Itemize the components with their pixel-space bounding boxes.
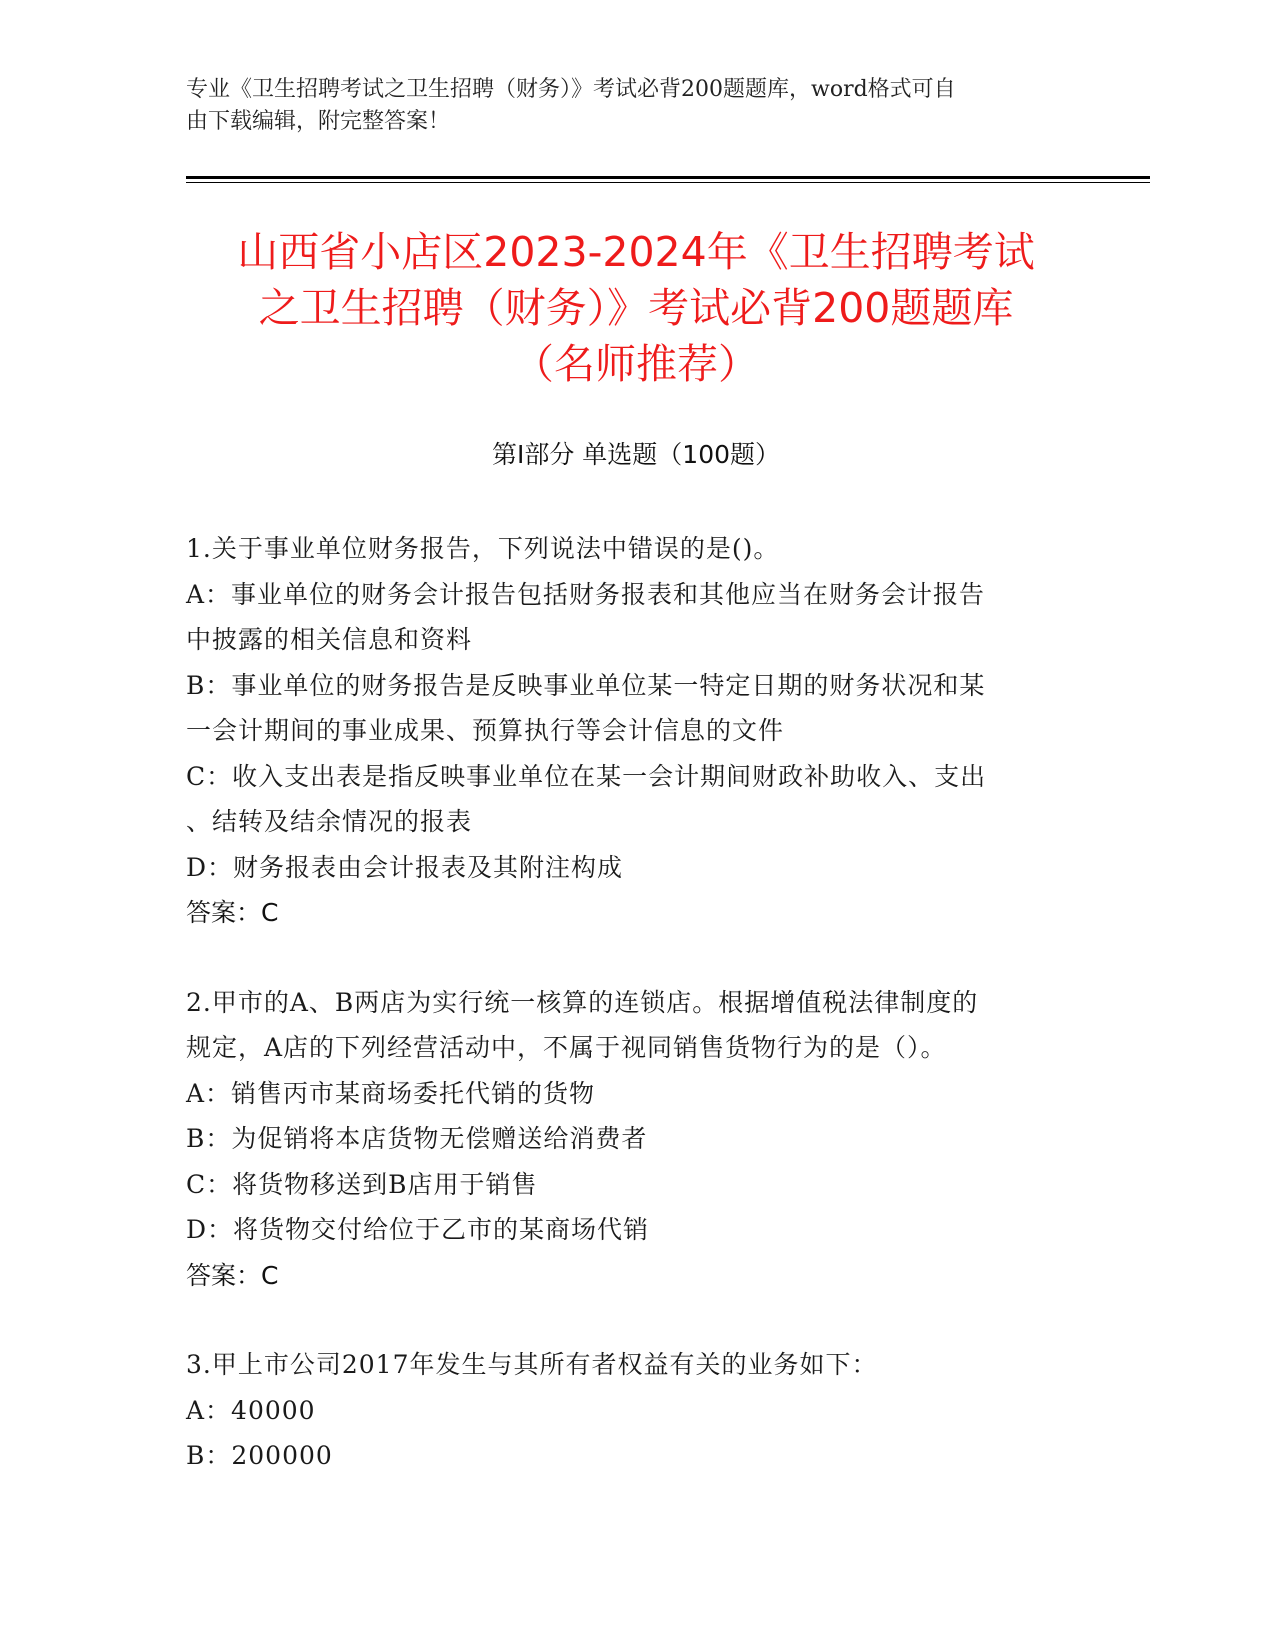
- header-note: [186, 74, 1066, 138]
- answer-option: C：收入支出表是指反映事业单位在某一会计期间财政补助收入、支出: [186, 761, 987, 791]
- header-divider-thin: [186, 182, 1150, 183]
- question-block: [186, 526, 1066, 936]
- question-stem: 2.甲市的A、B两店为实行统一核算的连锁店。根据增值税法律制度的: [186, 987, 979, 1017]
- answer-option: 、结转及结余情况的报表: [186, 807, 473, 836]
- answer-option: A：销售丙市某商场委托代销的货物: [186, 1078, 596, 1108]
- section-title: 第Ⅰ部分 单选题（100题）: [491, 440, 781, 469]
- question-stem: 3.甲上市公司2017年发生与其所有者权益有关的业务如下：: [186, 1350, 878, 1379]
- document-title: [186, 224, 1086, 392]
- title-line: 山西省小店区2023-2024年《卫生招聘考试: [237, 228, 1035, 276]
- header-note-line: 由下载编辑，附完整答案！: [186, 109, 451, 134]
- answer-key: 答案：C: [186, 1260, 279, 1290]
- title-line: 之卫生招聘（财务）》考试必背200题题库: [258, 284, 1014, 332]
- answer-option: B：200000: [186, 1441, 333, 1470]
- header-note-line: 专业《卫生招聘考试之卫生招聘（财务）》考试必背200题题库，word格式可自: [186, 77, 956, 102]
- answer-option: A：40000: [186, 1395, 316, 1425]
- answer-option: B：为促销将本店货物无偿赠送给消费者: [186, 1124, 648, 1153]
- answer-option: 一会计期间的事业成果、预算执行等会计信息的文件: [186, 716, 785, 745]
- header-divider-thick: [186, 176, 1150, 179]
- answer-option: C：将货物移送到B店用于销售: [186, 1169, 538, 1199]
- question-stem: 1.关于事业单位财务报告，下列说法中错误的是()。: [186, 534, 780, 563]
- question-block: [186, 980, 1066, 1299]
- question-list: [186, 526, 1066, 1523]
- question-block: [186, 1342, 1066, 1479]
- answer-option: B：事业单位的财务报告是反映事业单位某一特定日期的财务状况和某: [186, 670, 986, 700]
- answer-option: D：财务报表由会计报表及其附注构成: [186, 852, 624, 882]
- answer-option: A：事业单位的财务会计报告包括财务报表和其他应当在财务会计报告: [186, 579, 986, 609]
- answer-option: D：将货物交付给位于乙市的某商场代销: [186, 1215, 650, 1244]
- answer-key: 答案：C: [186, 898, 279, 927]
- answer-option: 中披露的相关信息和资料: [186, 625, 473, 654]
- title-line: （名师推荐）: [513, 340, 759, 388]
- question-stem: 规定，A店的下列经营活动中，不属于视同销售货物行为的是（）。: [186, 1033, 947, 1062]
